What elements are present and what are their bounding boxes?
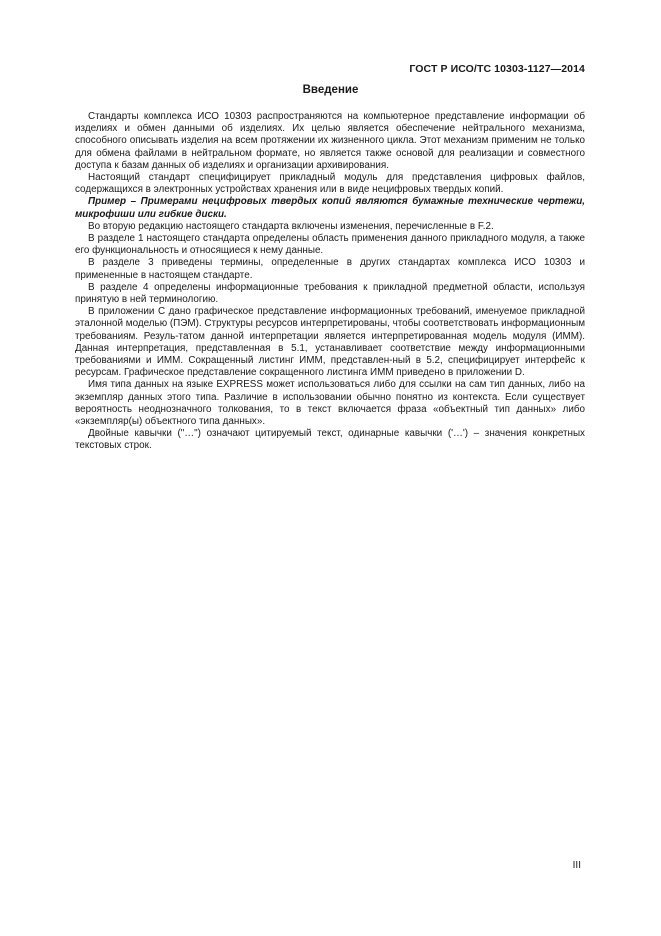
paragraph-scope: Стандарты комплекса ИСО 10303 распространяются на компьютерное представление информации об изделиях и обмен данными об изделиях. Их целью является обеспечение нейтрального механизма, способного описывать изделия на всем протяжении их жизненного цикла. Этот механизм применим не только для обмена файлами в нейтральном формате, но является также основой для реализации и совместного доступа к базам данных об изделиях и организации архивирования. — [75, 111, 585, 171]
paragraph-annex-c: В приложении С дано графическое представление информационных требований, именуемое прикладной эталонной моделью (ПЭМ). Структуры ресурсов интерпретированы, чтобы соответствовать информационным требованиям. Резуль-татом данной интерпретации является интерпретированная модель модуля (ИММ). Данная интерпретация, представленная в 5.1, устанавливает соответствие между информационными требованиями и ИММ. Сокращенный листинг ИММ, представлен-ный в 5.2, специфицирует интерфейс к ресурсам. Графическое представление сокращенного листинга ИММ приведено в приложении D. — [75, 306, 585, 379]
paragraph-section-1: В разделе 1 настоящего стандарта определены область применения данного прикладного модуля, а также его функциональность и относящиеся к нему данные. — [75, 233, 585, 257]
paragraph-quotes: Двойные кавычки ("…") означают цитируемый текст, одинарные кавычки ('…') – значения конкретных текстовых строк. — [75, 428, 585, 452]
paragraph-express: Имя типа данных на языке EXPRESS может использоваться либо для ссылки на сам тип данных, либо на экземпляр данных этого типа. Различие в использовании обычно понятно из контекста. Если существует вероятность неоднозначного толкования, то в текст включается фраза «объектный тип данных» либо «экземпляр(ы) объектного типа данных». — [75, 379, 585, 428]
paragraph-purpose: Настоящий стандарт специфицирует прикладный модуль для представления цифровых файлов, содержащихся в электронных устройствах хранения или в виде нецифровых твердых копий. — [75, 172, 585, 196]
paragraph-example: Пример – Примерами нецифровых твердых копий являются бумажные технические чертежи, микрофиши или гибкие диски. — [75, 196, 585, 220]
section-title: Введение — [302, 84, 359, 96]
paragraph-section-3: В разделе 3 приведены термины, определенные в других стандартах комплекса ИСО 10303 и примененные в настоящем стандарте. — [75, 257, 585, 281]
page-number: III — [572, 860, 581, 871]
paragraph-section-4: В разделе 4 определены информационные требования к прикладной предметной области, используя принятую в ней терминологию. — [75, 281, 585, 306]
body-text — [75, 111, 585, 453]
standard-code-header: ГОСТ Р ИСО/ТС 10303-1127—2014 — [409, 63, 585, 75]
paragraph-second-edition: Во вторую редакцию настоящего стандарта включены изменения, перечисленные в F.2. — [88, 220, 494, 232]
